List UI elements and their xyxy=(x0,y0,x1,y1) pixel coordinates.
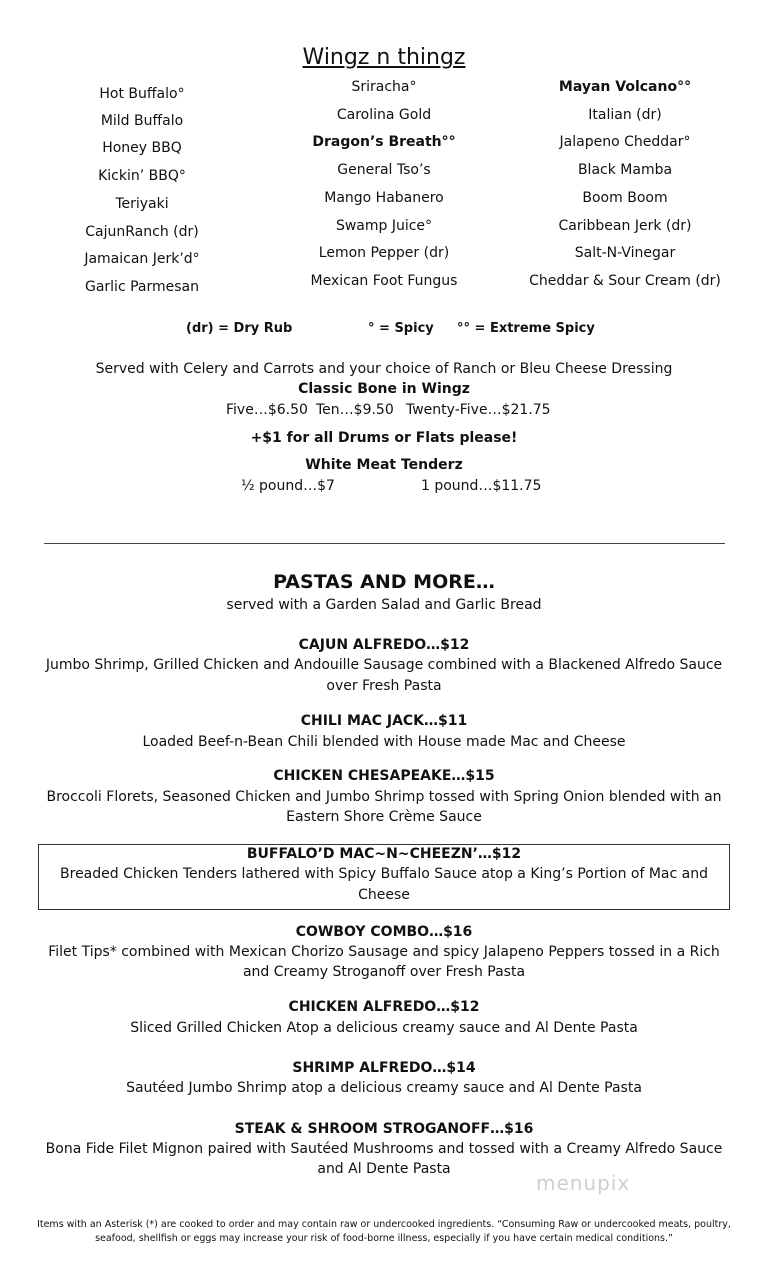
menu-item-name: STEAK & SHROOM STROGANOFF…$16 xyxy=(234,1121,534,1137)
flavor-item: Swamp Juice° xyxy=(335,218,433,234)
menu-item-description: Jumbo Shrimp, Grilled Chicken and Andouille Sausage combined with a Blackened Alfredo Sauce xyxy=(45,657,723,673)
legend-extreme-spicy: °° = Extreme Spicy xyxy=(457,321,595,336)
footer-line-2: seafood, shellfish or eggs may increase your risk of food-borne illness, especially if you have certain medical conditions.” xyxy=(95,1233,673,1244)
flavor-item: General Tso’s xyxy=(337,162,431,178)
section-divider xyxy=(44,543,725,544)
menu-item-name: SHRIMP ALFREDO…$14 xyxy=(292,1060,476,1076)
drums-flats-note: +$1 for all Drums or Flats please! xyxy=(250,430,518,446)
flavor-item: Sriracha° xyxy=(351,79,417,95)
wings-served-note: Served with Celery and Carrots and your choice of Ranch or Bleu Cheese Dressing xyxy=(95,361,673,377)
flavor-item: Jalapeno Cheddar° xyxy=(559,134,691,150)
price-five: Five…$6.50 xyxy=(226,402,308,418)
menu-item-name: BUFFALO’D MAC~N~CHEEZN’…$12 xyxy=(246,846,522,862)
watermark: menupix xyxy=(536,1171,631,1195)
menu-item-description: Sliced Grilled Chicken Atop a delicious creamy sauce and Al Dente Pasta xyxy=(130,1020,638,1036)
menu-item-description: and Al Dente Pasta xyxy=(317,1161,451,1177)
price-one-pound: 1 pound…$11.75 xyxy=(421,478,542,494)
menu-item-description: Eastern Shore Crème Sauce xyxy=(286,809,482,825)
menu-item-description: Loaded Beef-n-Bean Chili blended with House made Mac and Cheese xyxy=(142,734,626,750)
menu-item-name: CHILI MAC JACK…$11 xyxy=(300,713,468,729)
menu-item-name: CHICKEN CHESAPEAKE…$15 xyxy=(273,768,495,784)
flavor-item: Mexican Foot Fungus xyxy=(310,273,458,289)
flavor-item: Jamaican Jerk’d° xyxy=(84,251,200,267)
flavor-item: CajunRanch (dr) xyxy=(85,224,199,240)
tenderz-title: White Meat Tenderz xyxy=(305,457,463,473)
menu-item-name: CAJUN ALFREDO…$12 xyxy=(298,637,470,653)
flavor-item: Mayan Volcano°° xyxy=(558,79,692,95)
footer-line-1: Items with an Asterisk (*) are cooked to order and may contain raw or undercooked ingredients. “Consuming Raw or undercooked meats, poultry, xyxy=(37,1219,731,1230)
menu-item-description: Cheese xyxy=(358,887,410,903)
flavor-item: Lemon Pepper (dr) xyxy=(318,245,450,261)
menu-item-name: COWBOY COMBO…$16 xyxy=(295,924,473,940)
menu-item-description: Breaded Chicken Tenders lathered with Spicy Buffalo Sauce atop a King’s Portion of Mac and xyxy=(60,866,708,882)
classic-wingz-title: Classic Bone in Wingz xyxy=(298,381,470,397)
flavor-item: Caribbean Jerk (dr) xyxy=(558,218,692,234)
flavor-item: Mango Habanero xyxy=(324,190,444,206)
flavor-item: Black Mamba xyxy=(577,162,673,178)
flavor-item: Salt-N-Vinegar xyxy=(574,245,676,261)
footer-disclaimer xyxy=(20,1218,748,1246)
pastas-title: PASTAS AND MORE… xyxy=(273,571,495,593)
flavor-item: Boom Boom xyxy=(582,190,668,206)
menu-item-description: Filet Tips* combined with Mexican Chorizo Sausage and spicy Jalapeno Peppers tossed in a Rich xyxy=(48,944,720,960)
flavor-item: Cheddar & Sour Cream (dr) xyxy=(529,273,721,289)
price-twenty-five: Twenty-Five…$21.75 xyxy=(406,402,551,418)
menu-item-description: over Fresh Pasta xyxy=(326,678,442,694)
flavor-item: Teriyaki xyxy=(115,196,169,212)
flavor-item: Italian (dr) xyxy=(588,107,662,123)
legend-dry-rub: (dr) = Dry Rub xyxy=(186,321,293,336)
flavor-item: Dragon’s Breath°° xyxy=(312,134,456,150)
menu-item-description: Sautéed Jumbo Shrimp atop a delicious creamy sauce and Al Dente Pasta xyxy=(126,1080,642,1096)
legend-spicy: ° = Spicy xyxy=(368,321,434,336)
flavor-item: Hot Buffalo° xyxy=(99,86,185,102)
flavor-item: Honey BBQ xyxy=(102,140,182,156)
flavor-item: Carolina Gold xyxy=(336,107,432,123)
price-ten: Ten…$9.50 xyxy=(316,402,394,418)
flavor-item: Kickin’ BBQ° xyxy=(98,168,186,184)
menu-item-description: and Creamy Stroganoff over Fresh Pasta xyxy=(242,964,526,980)
flavor-item: Garlic Parmesan xyxy=(84,279,199,295)
pastas-subtitle: served with a Garden Salad and Garlic Bread xyxy=(226,597,542,613)
wings-title: Wingz n thingz xyxy=(302,45,466,70)
flavor-item: Mild Buffalo xyxy=(100,113,184,129)
menu-item-description: Broccoli Florets, Seasoned Chicken and Jumbo Shrimp tossed with Spring Onion blended with an xyxy=(46,789,722,805)
menu-item-description: Bona Fide Filet Mignon paired with Sautéed Mushrooms and tossed with a Creamy Alfredo Sauce xyxy=(45,1141,723,1157)
menu-item-name: CHICKEN ALFREDO…$12 xyxy=(288,999,480,1015)
price-half-pound: ½ pound…$7 xyxy=(241,478,335,494)
